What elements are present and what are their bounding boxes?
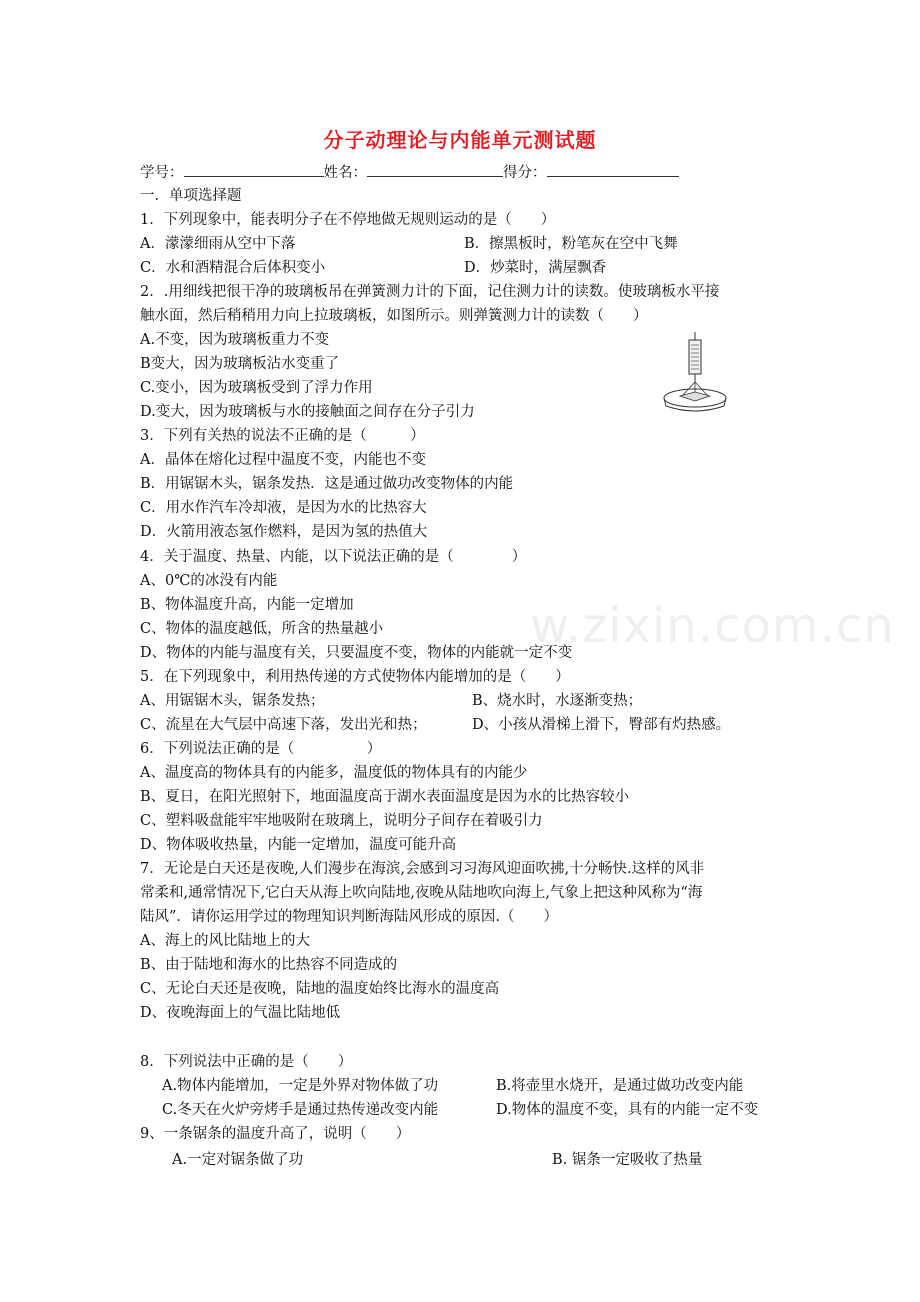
student-id-label: 学号：	[140, 165, 184, 181]
q3-option-c: C．用水作汽车冷却液，是因为水的比热容大	[140, 500, 427, 516]
q4-option-b: B、物体温度升高，内能一定增加	[140, 597, 354, 613]
score-label: 得分：	[503, 165, 547, 181]
q2-option-c: C.变小，因为玻璃板受到了浮力作用	[140, 380, 373, 396]
q5-option-a: A、用锯锯木头，锯条发热；	[140, 693, 325, 709]
q1-option-c: C．水和酒精混合后体积变小	[140, 260, 326, 276]
student-name-blank[interactable]	[367, 162, 503, 177]
q7-stem-line3: 陆风”．请你运用学过的物理知识判断海陆风形成的原因.（ ）	[140, 909, 559, 925]
score-blank[interactable]	[547, 162, 679, 177]
q6-option-c: C、塑料吸盘能牢牢地吸附在玻璃上，说明分子间存在着吸引力	[140, 813, 543, 829]
q3-option-a: A．晶体在熔化过程中温度不变，内能也不变	[140, 452, 426, 468]
q3-option-d: D．火箭用液态氢作燃料，是因为氢的热值大	[140, 524, 428, 540]
q5-stem: 5．在下列现象中，利用热传递的方式使物体内能增加的是（ ）	[140, 669, 570, 685]
q1-option-a: A．濛濛细雨从空中下落	[140, 236, 296, 252]
q6-option-a: A、温度高的物体具有的内能多，温度低的物体具有的内能少	[140, 765, 528, 781]
q4-option-c: C、物体的温度越低，所含的热量越小	[140, 621, 384, 637]
q7-option-b: B、由于陆地和海水的比热容不同造成的	[140, 957, 398, 973]
q8-stem: 8．下列说法中正确的是（ ）	[140, 1054, 353, 1070]
q7-option-a: A、海上的风比陆地上的大	[140, 933, 310, 949]
q2-option-a: A.不变，因为玻璃板重力不变	[140, 332, 330, 348]
spring-scale-figure	[660, 332, 730, 414]
q3-stem: 3．下列有关热的说法不正确的是（ ）	[140, 428, 425, 444]
q9-option-b: B. 锯条一定吸收了热量	[552, 1152, 703, 1168]
q1-option-b: B．擦黑板时，粉笔灰在空中飞舞	[464, 236, 678, 252]
q9-option-a: A.一定对锯条做了功	[172, 1152, 304, 1168]
q8-option-a: A.物体内能增加，一定是外界对物体做了功	[162, 1078, 439, 1094]
q8-option-c: C.冬天在火炉旁烤手是通过热传递改变内能	[162, 1102, 439, 1118]
q7-stem-line2: 常柔和,通常情况下,它白天从海上吹向陆地,夜晚从陆地吹向海上,气象上把这种风称为“海	[140, 885, 703, 901]
student-name-label: 姓名：	[323, 165, 367, 181]
q8-option-d: D.物体的温度不变，具有的内能一定不变	[496, 1102, 759, 1118]
watermark: w.zixin.com.cn	[530, 598, 895, 654]
header-line	[140, 162, 679, 183]
q2-option-b: B变大，因为玻璃板沾水变重了	[140, 356, 340, 372]
q4-option-a: A、0℃的冰没有内能	[140, 573, 278, 589]
section-heading: 一．单项选择题	[140, 188, 242, 204]
q4-stem: 4．关于温度、热量、内能，以下说法正确的是（ ）	[140, 549, 527, 565]
q2-stem-line2: 触水面，然后稍稍用力向上拉玻璃板，如图所示。则弹簧测力计的读数（ ）	[140, 308, 648, 324]
q4-option-d: D、物体的内能与温度有关，只要温度不变，物体的内能就一定不变	[140, 645, 573, 661]
q5-option-b: B、烧水时，水逐渐变热；	[472, 693, 643, 709]
q2-option-d: D.变大，因为玻璃板与水的接触面之间存在分子引力	[140, 404, 475, 420]
q5-option-c: C、流星在大气层中高速下落，发出光和热；	[140, 717, 427, 733]
q2-stem-line1: 2．.用细线把很干净的玻璃板吊在弹簧测力计的下面，记住测力计的读数。使玻璃板水平接	[140, 284, 720, 300]
q8-option-b: B.将壶里水烧开，是通过做功改变内能	[496, 1078, 744, 1094]
student-id-blank[interactable]	[184, 162, 324, 177]
q7-option-d: D、夜晚海面上的气温比陆地低	[140, 1005, 341, 1021]
q6-stem: 6．下列说法正确的是（ ）	[140, 741, 382, 757]
q1-option-d: D．炒菜时，满屋飘香	[464, 260, 607, 276]
q7-stem-line1: 7．无论是白天还是夜晚,人们漫步在海滨,会感到习习海风迎面吹拂,十分畅快.这样的风非	[140, 861, 705, 877]
q5-option-d: D、小孩从滑梯上滑下，臀部有灼热感。	[472, 717, 731, 733]
q3-option-b: B．用锯锯木头，锯条发热．这是通过做功改变物体的内能	[140, 476, 514, 492]
q7-option-c: C、无论白天还是夜晚，陆地的温度始终比海水的温度高	[140, 981, 500, 997]
q9-stem: 9、一条锯条的温度升高了，说明（ ）	[140, 1126, 411, 1142]
q6-option-d: D、物体吸收热量，内能一定增加，温度可能升高	[140, 837, 457, 853]
page-title: 分子动理论与内能单元测试题	[323, 128, 597, 152]
q1-stem: 1．下列现象中，能表明分子在不停地做无规则运动的是（ ）	[140, 212, 556, 228]
q6-option-b: B、夏日，在阳光照射下，地面温度高于湖水表面温度是因为水的比热容较小	[140, 789, 630, 805]
